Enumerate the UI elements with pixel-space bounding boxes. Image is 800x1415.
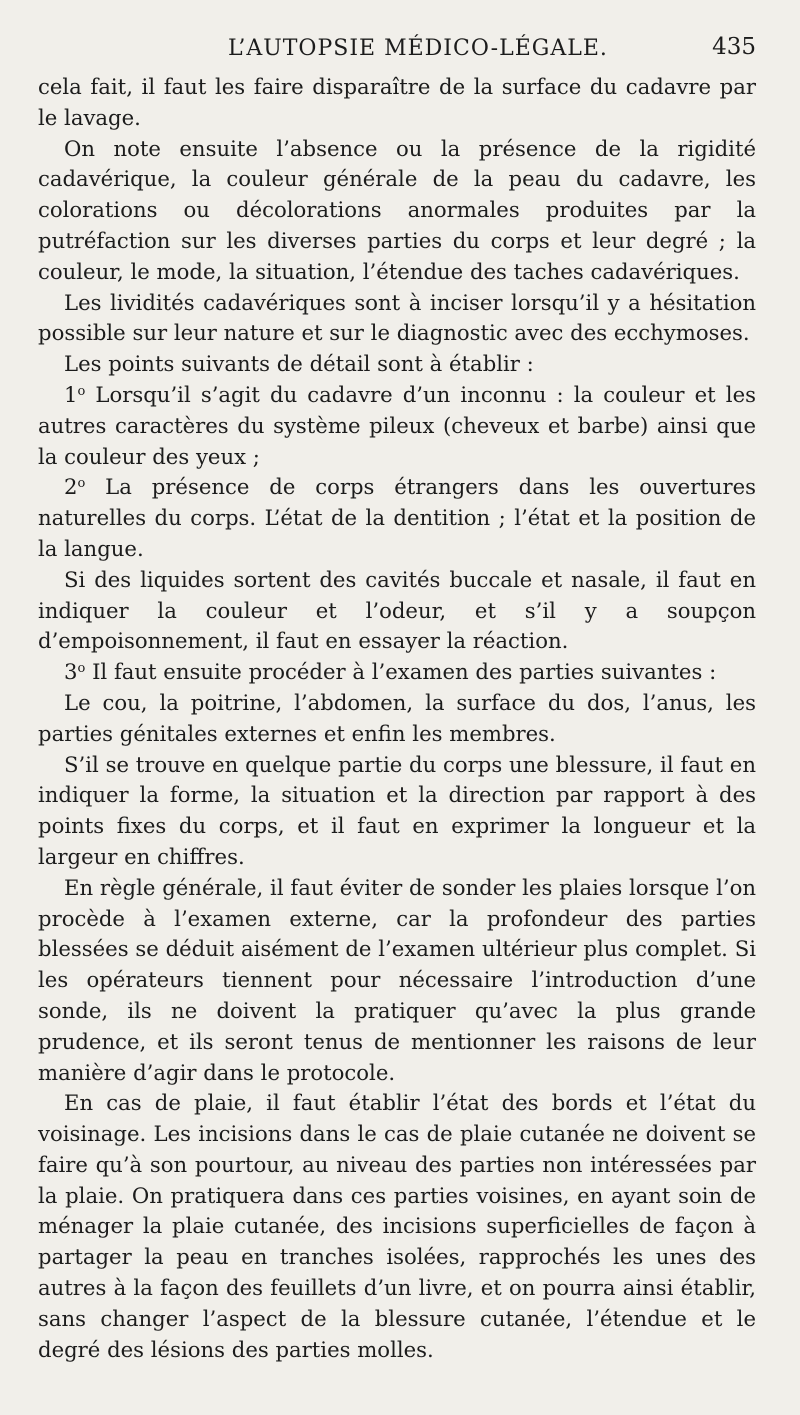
item-text-1: Lorsqu’il s’agit du cadavre d’un inconnu : la couleur et les autres caractères du système pileux (cheveux et barbe) ainsi que la couleur des yeux ; <box>38 381 756 469</box>
paragraph-10: S’il se trouve en quelque partie du corps une blessure, il faut en indiquer la forme, la situation et la direction par rapport à des points fixes du corps, et il faut en exprimer la longueur et la largeur en chiffres. <box>38 751 756 869</box>
paragraph-7: Si des liquides sortent des cavités buccale et nasale, il faut en indiquer la couleur et l’odeur, et s’il y a soupçon d’empoisonnement, il faut en essayer la réaction. <box>38 566 756 654</box>
paragraph-1: cela fait, il faut les faire disparaître de la surface du cadavre par le lavage. <box>38 74 756 130</box>
numbered-paragraph-2 <box>38 472 756 564</box>
item-number-2: 2 <box>64 474 78 500</box>
paragraph-12: En cas de plaie, il faut établir l’état des bords et l’état du voisinage. Les incisions dans le cas de plaie cutanée ne doivent se faire qu’à son pourtour, au niveau des parties non intéressées par la plaie. On pratiquera dans ces parties voisines, en ayant soin de ménager la plaie cutanée, des incisions superficielles de façon à partager la peau en tranches isolées, rapprochés les unes des autres à la façon des feuillets d’un livre, et on pourra ainsi établir, sans changer l’aspect de la blessure cutanée, l’étendue et le degré des lésions des parties molles. <box>38 1090 756 1362</box>
ordinal-mark: o <box>77 661 86 677</box>
numbered-paragraph-3 <box>38 657 756 688</box>
page-header <box>38 32 756 72</box>
item-number-1: 1 <box>64 381 78 407</box>
paragraph-4: Les points suivants de détail sont à établir : <box>64 351 534 377</box>
item-number-3: 3 <box>64 659 78 685</box>
item-text-3: Il faut ensuite procéder à l’examen des parties suivantes : <box>92 659 717 685</box>
paragraph-3: Les lividités cadavériques sont à inciser lorsqu’il y a hésitation possible sur leur nature et sur le diagnostic avec des ecchymoses. <box>38 289 756 346</box>
paragraph-11: En règle générale, il faut éviter de sonder les plaies lorsque l’on procède à l’examen externe, car la profondeur des parties blessées se déduit aisément de l’examen ultérieur plus complet. Si les opérateurs tiennent pour nécessaire l’introduction d’une sonde, ils ne doivent la pratiquer qu’avec la plus grande prudence, et ils seront tenus de mentionner les raisons de leur manière d’agir dans le protocole. <box>38 874 756 1085</box>
paragraph-2: On note ensuite l’absence ou la présence de la rigidité cadavérique, la couleur générale de la peau du cadavre, les colorations ou décolorations anormales produites par la putréfaction sur les diverses parties du corps et leur degré ; la couleur, le mode, la situation, l’étendue des taches cadavériques. <box>38 135 756 284</box>
body-text <box>38 72 756 1365</box>
ordinal-mark: o <box>77 383 86 399</box>
page-number: 435 <box>712 34 756 60</box>
numbered-paragraph-1 <box>38 380 756 472</box>
item-text-2: La présence de corps étrangers dans les ouvertures naturelles du corps. L’état de la dentition ; l’état et la position de la langue. <box>38 474 756 561</box>
running-title: L’AUTOPSIE MÉDICO-LÉGALE. <box>228 36 608 61</box>
ordinal-mark: o <box>77 476 86 492</box>
paragraph-9: Le cou, la poitrine, l’abdomen, la surface du dos, l’anus, les parties génitales externes et enfin les membres. <box>38 689 756 746</box>
